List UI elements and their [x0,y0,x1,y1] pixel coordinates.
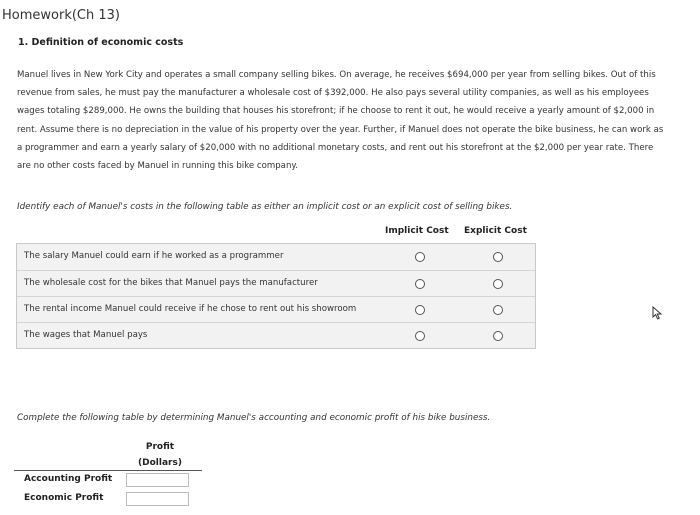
radio-implicit-wages[interactable] [415,331,425,341]
section-title: 1. Definition of economic costs [18,37,184,48]
paragraph-line: Manuel lives in New York City and operates a small company selling bikes. On average, he receives $694,000 per year from selling bikes. Out of this [17,70,656,80]
row-label-wages: The wages that Manuel pays [24,330,148,340]
economic-profit-input[interactable] [126,492,189,506]
radio-implicit-programmer-salary[interactable] [415,252,425,262]
radio-explicit-wholesale-cost[interactable] [493,279,503,289]
profit-column-header [134,439,186,471]
radio-explicit-programmer-salary[interactable] [493,252,503,262]
profit-header-divider [14,470,202,471]
accounting-profit-label: Accounting Profit [24,474,113,484]
paragraph-line: are no other costs faced by Manuel in running this bike company. [17,161,298,172]
paragraph-line: rent. Assume there is no depreciation in the value of his property over the year. Further, if Manuel does not operate the bike business, he can work as [17,124,664,135]
explicit-cost-header: Explicit Cost [464,226,527,236]
row-label-rental-income: The rental income Manuel could receive if he chose to rent out his showroom [24,304,357,314]
profit-instruction: Complete the following table by determining Manuel's accounting and economic profit of his bike business. [17,413,491,423]
implicit-cost-header: Implicit Cost [385,226,449,236]
paragraph-line: wages totaling $289,000. He owns the building that houses his storefront; if he choose to rent it out, he would receive a yearly amount of $2,000 in [17,106,655,117]
economic-profit-label: Economic Profit [24,493,104,503]
profit-header-units: (Dollars) [138,458,182,468]
radio-implicit-rental-income[interactable] [415,305,425,315]
page-title: Homework(Ch 13) [2,8,120,23]
radio-explicit-rental-income[interactable] [493,305,503,315]
table-row [17,296,535,323]
accounting-profit-input[interactable] [126,473,189,487]
cost-classification-table [16,243,536,349]
problem-paragraph [17,66,699,175]
table-row [17,270,535,297]
paragraph-line: revenue from sales, he must pay the manufacturer a wholesale cost of $392,000. He also pays several utility companies, as well as his employees [17,88,649,99]
cost-instruction: Identify each of Manuel's costs in the following table as either an implicit cost or an explicit cost of selling bikes. [17,202,513,212]
radio-explicit-wages[interactable] [493,331,503,341]
mouse-pointer-icon [652,306,664,320]
row-label-programmer-salary: The salary Manuel could earn if he worked as a programmer [24,251,284,261]
profit-header-title: Profit [145,442,175,452]
radio-implicit-wholesale-cost[interactable] [415,279,425,289]
table-row [17,244,535,270]
table-row [17,322,535,349]
paragraph-line: a programmer and earn a yearly salary of $20,000 with no additional monetary costs, and rent out his storefront at the $2,000 per year rate. There [17,142,654,153]
row-label-wholesale-cost: The wholesale cost for the bikes that Manuel pays the manufacturer [24,278,318,288]
